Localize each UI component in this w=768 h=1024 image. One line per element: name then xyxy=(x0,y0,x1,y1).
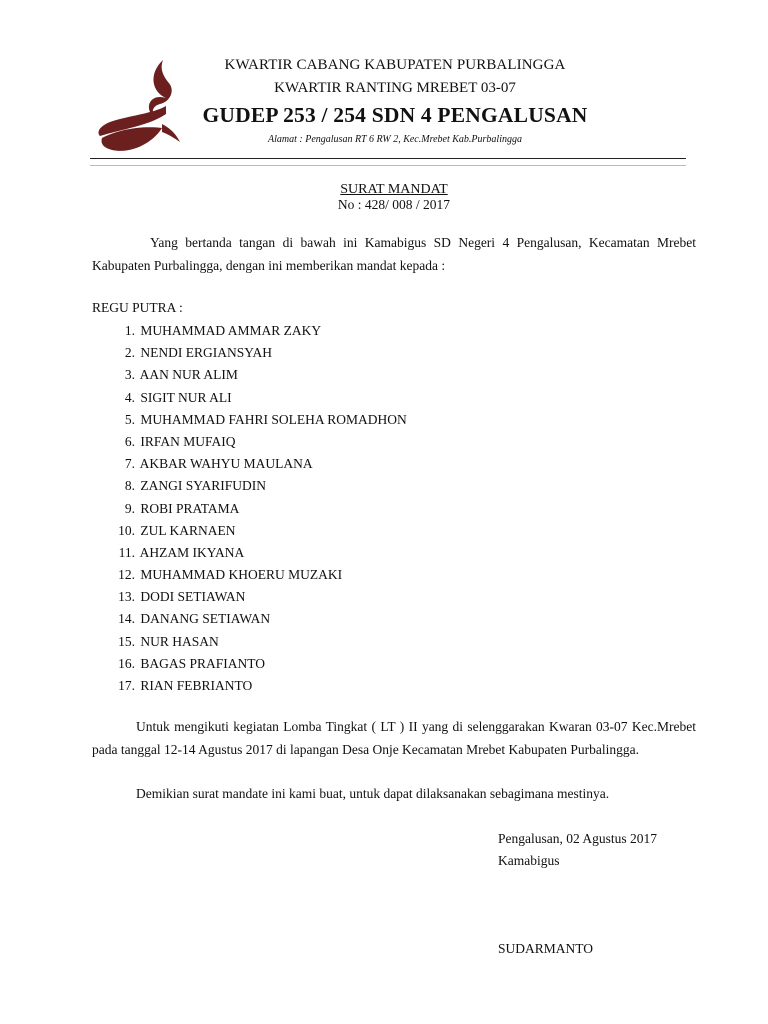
intro-paragraph xyxy=(92,232,696,277)
member-name: IRFAN MUFAIQ xyxy=(140,433,236,449)
item-number: 14. xyxy=(118,611,135,627)
item-number: 5. xyxy=(124,411,135,427)
item-number: 15. xyxy=(118,633,135,649)
item-number: 12. xyxy=(118,567,135,583)
item-number: 13. xyxy=(118,589,135,605)
item-number: 8. xyxy=(124,478,135,494)
item-number: 7. xyxy=(124,456,135,472)
item-number: 3. xyxy=(124,367,135,383)
list-item xyxy=(92,364,407,386)
letter-number: No : 428/ 008 / 2017 xyxy=(337,197,451,212)
member-name: BAGAS PRAFIANTO xyxy=(140,655,266,671)
member-name: AKBAR WAHYU MAULANA xyxy=(139,456,313,472)
group-label: REGU PUTRA : xyxy=(92,300,183,315)
list-item xyxy=(92,564,407,586)
header-line-3: GUDEP 253 / 254 SDN 4 PENGALUSAN xyxy=(202,103,588,127)
member-name: MUHAMMAD AMMAR ZAKY xyxy=(140,323,322,338)
member-name: ZUL KARNAEN xyxy=(140,522,236,538)
item-number: 2. xyxy=(124,345,135,361)
member-name: DANANG SETIAWAN xyxy=(140,611,271,627)
header-line-1: KWARTIR CABANG KABUPATEN PURBALINGGA xyxy=(224,57,566,73)
shoot-leaf-logo-icon xyxy=(96,58,188,154)
member-name: RIAN FEBRIANTO xyxy=(140,678,253,693)
list-item xyxy=(92,608,407,630)
item-number: 6. xyxy=(124,433,135,449)
list-item xyxy=(92,631,407,653)
signature-place-date: Pengalusan, 02 Agustus 2017 xyxy=(498,831,658,846)
list-item xyxy=(92,520,407,542)
item-number: 9. xyxy=(124,500,135,516)
list-item xyxy=(92,409,407,431)
list-item xyxy=(92,586,407,608)
header-address: Alamat : Pengalusan RT 6 RW 2, Kec.Mrebet Kab.Purbalingga xyxy=(268,134,522,145)
member-name: NUR HASAN xyxy=(140,633,219,649)
list-item xyxy=(92,431,407,453)
list-item xyxy=(92,498,407,520)
item-number: 16. xyxy=(118,655,135,671)
member-name: DODI SETIAWAN xyxy=(140,589,246,605)
list-item xyxy=(92,387,407,409)
item-number: 17. xyxy=(118,678,135,693)
header-line-2: KWARTIR RANTING MREBET 03-07 xyxy=(274,80,516,96)
item-number: 4. xyxy=(124,389,135,405)
member-name: ROBI PRATAMA xyxy=(140,500,240,516)
list-item xyxy=(92,475,407,497)
member-name: AAN NUR ALIM xyxy=(139,367,238,383)
member-name: AHZAM IKYANA xyxy=(139,544,245,560)
header-divider xyxy=(90,158,686,159)
list-item xyxy=(92,453,407,475)
list-item xyxy=(92,342,407,364)
signature-position: Kamabigus xyxy=(498,853,560,868)
list-item xyxy=(92,542,407,564)
purpose-text: Untuk mengikuti kegiatan Lomba Tingkat ( LT ) II yang di selenggarakan Kwaran 03-07 Kec.Mrebet pada tanggal 12-14 Agustus 2017 di lapangan Desa Onje Kecamatan Mrebet Kabupaten Purbalingga. xyxy=(92,719,696,757)
item-number: 11. xyxy=(118,544,135,560)
header-divider-thin xyxy=(90,165,686,166)
purpose-paragraph xyxy=(92,716,696,761)
member-name: SIGIT NUR ALI xyxy=(140,389,232,405)
intro-text: Yang bertanda tangan di bawah ini Kamabigus SD Negeri 4 Pengalusan, Kecamatan Mrebet Kabupaten Purbalingga, dengan ini memberikan mandat kepada : xyxy=(92,235,696,273)
list-item xyxy=(92,653,407,675)
member-name: MUHAMMAD FAHRI SOLEHA ROMADHON xyxy=(140,411,407,427)
item-number: 10. xyxy=(118,522,135,538)
member-name: NENDI ERGIANSYAH xyxy=(140,345,272,361)
member-name: MUHAMMAD KHOERU MUZAKI xyxy=(140,567,343,583)
list-item xyxy=(92,675,407,697)
item-number: 1. xyxy=(124,323,135,338)
member-list xyxy=(92,320,407,697)
member-name: ZANGI SYARIFUDIN xyxy=(140,478,267,494)
letter-title: SURAT MANDAT xyxy=(340,182,448,197)
closing-text: Demikian surat mandate ini kami buat, untuk dapat dilaksanakan sebagimana mestinya. xyxy=(136,786,610,801)
signature-name: SUDARMANTO xyxy=(498,941,594,956)
list-item xyxy=(92,320,407,342)
